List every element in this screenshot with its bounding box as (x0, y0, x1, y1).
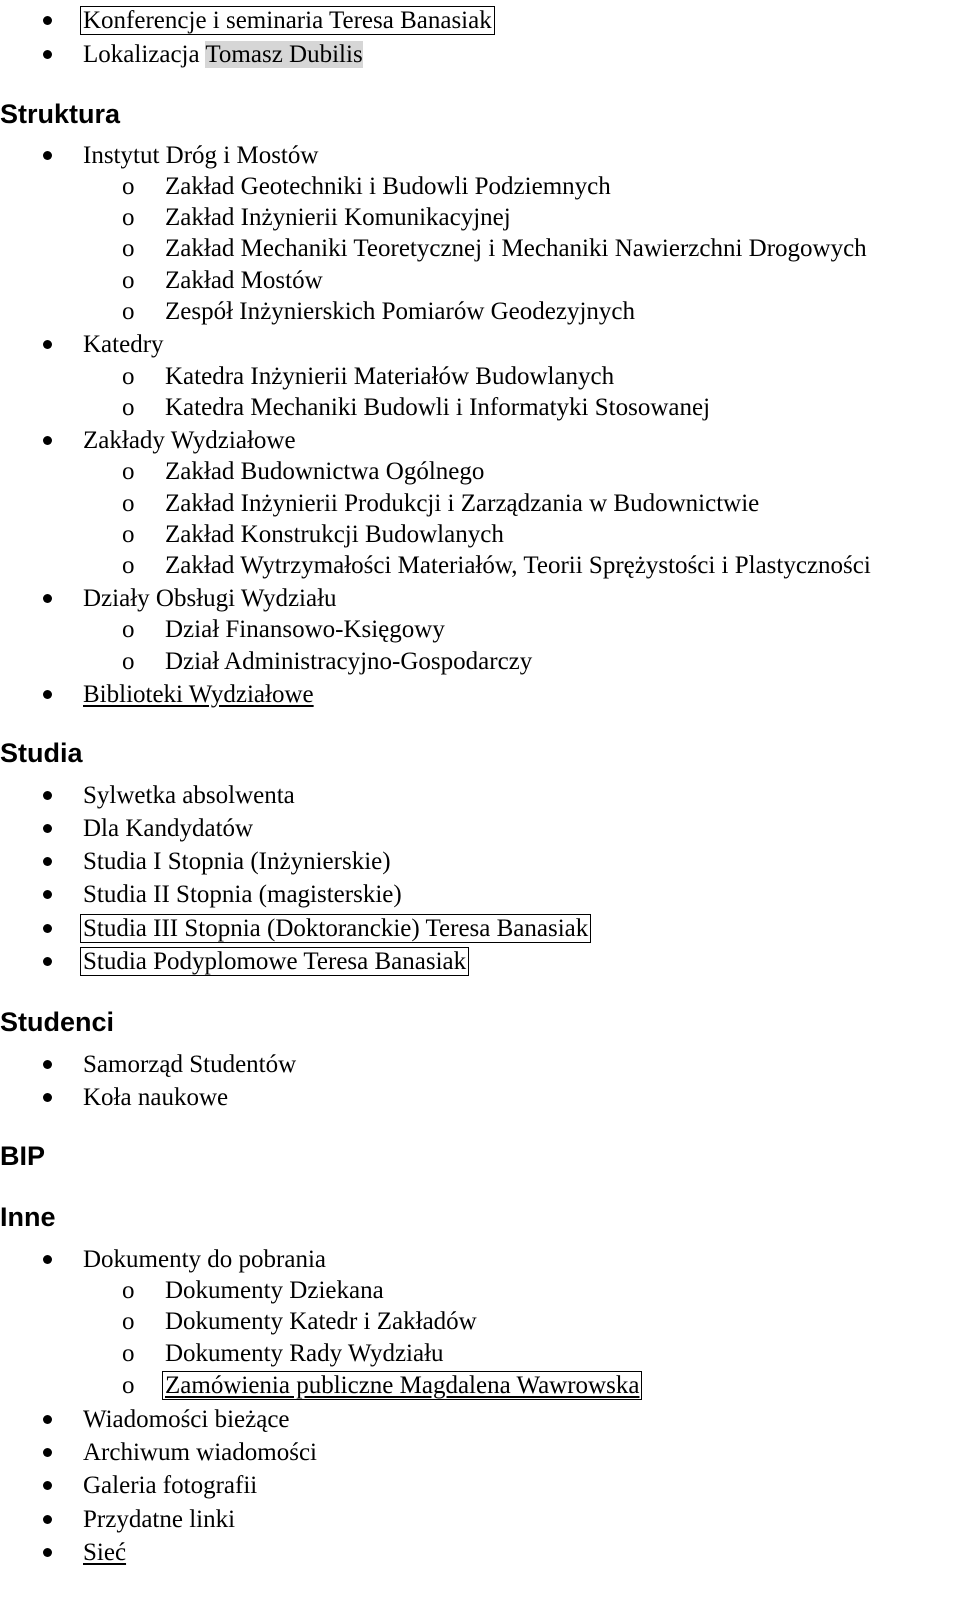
sublist-item[interactable]: o Zakład Konstrukcji Budowlanych (165, 518, 504, 551)
podyplomowe-link[interactable]: Studia Podyplomowe Teresa Banasiak (80, 947, 469, 976)
list-item[interactable]: Koła naukowe (83, 1081, 228, 1114)
studia-iii-link[interactable]: Studia III Stopnia (Doktoranckie) Teresa Banasiak (80, 914, 591, 943)
list-item-instytut[interactable]: Instytut Dróg i Mostów (83, 139, 318, 172)
sublist-item[interactable]: o Zakład Budownictwa Ogólnego (165, 455, 484, 488)
list-item[interactable]: Archiwum wiadomości (83, 1436, 317, 1469)
list-item[interactable]: Wiadomości bieżące (83, 1403, 290, 1436)
sublist-item[interactable]: o Zakład Mechaniki Teoretycznej i Mechaniki Nawierzchni Drogowych (165, 232, 867, 265)
lokalizacja-author-highlight: Tomasz Dubilis (205, 41, 363, 68)
section-heading-struktura: Struktura (0, 99, 121, 129)
list-item-konferencje[interactable] (83, 4, 495, 37)
list-item-dokumenty[interactable]: Dokumenty do pobrania (83, 1243, 326, 1276)
section-heading-bip[interactable]: BIP (0, 1141, 46, 1171)
sublist-item[interactable]: o Katedra Mechaniki Budowli i Informatyki Stosowanej (165, 391, 710, 424)
list-item[interactable]: Samorząd Studentów (83, 1048, 296, 1081)
sublist-item[interactable]: o Zakład Inżynierii Komunikacyjnej (165, 201, 511, 234)
sublist-item[interactable]: o Dokumenty Katedr i Zakładów (165, 1305, 477, 1338)
zamowienia-link[interactable]: Zamówienia publiczne Magdalena Wawrowska (162, 1371, 642, 1400)
list-item-studia-iii[interactable] (83, 912, 591, 945)
sublist-item[interactable]: o Dokumenty Rady Wydziału (165, 1337, 444, 1370)
list-item-siec[interactable] (83, 1536, 126, 1569)
list-item[interactable]: Studia II Stopnia (magisterskie) (83, 878, 402, 911)
list-item-biblioteki[interactable] (83, 678, 314, 711)
list-item[interactable]: Dla Kandydatów (83, 812, 253, 845)
list-item-podyplomowe[interactable] (83, 945, 469, 978)
lokalizacja-label: Lokalizacja (83, 41, 200, 68)
sublist-item[interactable]: o Zakład Wytrzymałości Materiałów, Teorii Sprężystości i Plastyczności (165, 549, 871, 582)
sublist-item-zamowienia[interactable] (165, 1369, 642, 1402)
section-heading-inne: Inne (0, 1202, 56, 1232)
sublist-item[interactable]: o Zakład Geotechniki i Budowli Podziemnych (165, 170, 611, 203)
list-item[interactable]: Przydatne linki (83, 1503, 235, 1536)
sublist-item[interactable]: o Zakład Mostów (165, 264, 323, 297)
list-item-lokalizacja[interactable] (83, 38, 363, 71)
list-item-katedry[interactable]: Katedry (83, 328, 164, 361)
list-item[interactable]: Studia I Stopnia (Inżynierskie) (83, 845, 391, 878)
konferencje-link[interactable]: Konferencje i seminaria Teresa Banasiak (80, 6, 495, 35)
list-item[interactable]: Galeria fotografii (83, 1469, 257, 1502)
section-heading-studia: Studia (0, 738, 83, 768)
list-item-zaklady[interactable]: Zakłady Wydziałowe (83, 424, 296, 457)
sublist-item[interactable]: o Katedra Inżynierii Materiałów Budowlanych (165, 360, 614, 393)
sublist-item[interactable]: o Dokumenty Dziekana (165, 1274, 384, 1307)
sublist-item[interactable]: o Dział Administracyjno-Gospodarczy (165, 645, 532, 678)
section-heading-studenci: Studenci (0, 1007, 115, 1037)
sublist-item[interactable]: o Dział Finansowo-Księgowy (165, 613, 445, 646)
list-item-dzialy[interactable]: Działy Obsługi Wydziału (83, 582, 337, 615)
sublist-item[interactable]: o Zespół Inżynierskich Pomiarów Geodezyjnych (165, 295, 635, 328)
siec-link[interactable]: Sieć (83, 1539, 127, 1566)
list-item[interactable]: Sylwetka absolwenta (83, 779, 295, 812)
sublist-item[interactable]: o Zakład Inżynierii Produkcji i Zarządzania w Budownictwie (165, 487, 759, 520)
biblioteki-link[interactable]: Biblioteki Wydziałowe (83, 681, 314, 708)
